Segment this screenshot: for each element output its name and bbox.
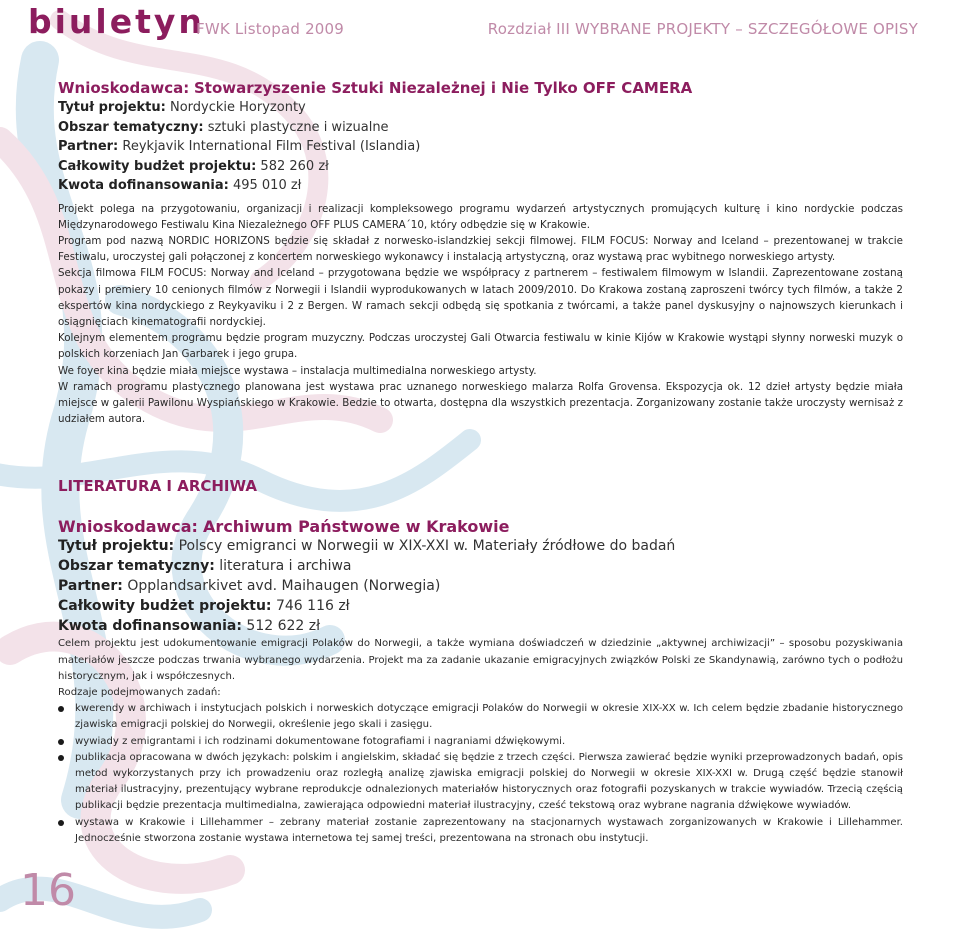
applicant-name: Stowarzyszenie Sztuki Niezależnej i Nie Tylko OFF CAMERA	[194, 79, 693, 97]
bullet-icon	[58, 820, 64, 826]
meta-budget	[58, 597, 903, 617]
applicant-line	[58, 517, 903, 537]
applicant-line	[58, 78, 903, 98]
meta-grant-value: 495 010 zł	[232, 178, 302, 193]
page-header	[0, 0, 960, 44]
paragraph: We foyer kina będzie miała miejsce wystawa – instalacja multimedialna norweskiego artysty.	[58, 364, 537, 377]
meta-title-value: Nordyckie Horyzonty	[170, 100, 306, 115]
project-meta	[58, 98, 903, 196]
list-item-text: wystawa w Krakowie i Lillehammer – zebrany materiał zostanie zaprezentowany na stacjonarnych wystawach zorganizowanych w Krakowie i Lillehammer. Jednocześnie stworzona zostanie wystawa internetowa tej samej treści, prezentowana na stronach obu instytucji.	[75, 816, 903, 844]
meta-partner	[58, 137, 903, 157]
section-title: LITERATURA I ARCHIWA	[58, 477, 257, 496]
paragraph: Projekt polega na przygotowaniu, organizacji i realizacji kompleksowego programu wydarzeń artystycznych promujących kulturę i kino nordyckie podczas Międzynarodowego Festiwalu Kina Niezależnego OFF PLUS CAMERA´10, który odbędzie się w Krakowie.	[58, 202, 903, 231]
meta-grant-label: Kwota dofinansowania:	[58, 617, 242, 634]
header-chapter: Rozdział III WYBRANE PROJEKTY – SZCZEGÓŁOWE OPISY	[487, 20, 918, 38]
meta-budget-value: 746 116 zł	[275, 597, 350, 614]
meta-area-label: Obszar tematyczny:	[58, 119, 204, 135]
page-content	[58, 78, 903, 847]
meta-budget-label: Całkowity budżet projektu:	[58, 158, 257, 174]
meta-partner	[58, 577, 903, 597]
list-item	[75, 815, 903, 847]
meta-budget-value: 582 260 zł	[260, 158, 329, 174]
meta-grant	[58, 617, 903, 637]
bullet-icon	[58, 755, 64, 761]
meta-budget	[58, 157, 903, 177]
list-item	[75, 750, 903, 815]
project-meta	[58, 537, 903, 636]
meta-partner-value: Opplandsarkivet avd. Maihaugen (Norwegia)	[127, 577, 441, 594]
list-item	[75, 734, 903, 750]
paragraph: W ramach programu plastycznego planowana jest wystawa prac uznanego norweskiego malarza Rolfa Grovensa. Ekspozycja ok. 12 dzieł artysty będzie miała miejsce w galerii Pawilonu Wyspiańskiego w Krakowie. Bedzie to otwarta, dostępna dla wszystkich prezentacja. Zorganizowany zostanie także uroczysty wernisaż z udziałem autora.	[58, 380, 903, 426]
meta-area	[58, 118, 903, 138]
applicant-label: Wnioskodawca:	[58, 79, 190, 97]
meta-partner-label: Partner:	[58, 139, 119, 154]
meta-partner-value: Reykjavik International Film Festival (Islandia)	[122, 139, 421, 154]
paragraph: Celem projektu jest udokumentowanie emigracji Polaków do Norwegii, a także wymiana doświadczeń w dziedzinie „aktywnej archiwizacji” – sposobu pozyskiwania materiałów jeszcze podczas trwania wybranego wydarzenia. Projekt ma za zadanie ukazanie emigracyjnych związków Polski ze Skandynawią, zarówno tych o podłożu historycznym, jak i współczesnych.	[58, 638, 903, 682]
meta-grant-value: 512 622 zł	[246, 617, 321, 634]
meta-title	[58, 537, 903, 557]
applicant-name: Archiwum Państwowe w Krakowie	[203, 517, 510, 537]
meta-grant	[58, 176, 903, 196]
meta-title-value: Polscy emigranci w Norwegii w XIX-XXI w. Materiały źródłowe do badań	[178, 538, 676, 555]
meta-partner-label: Partner:	[58, 577, 123, 594]
paragraph: Sekcja filmowa FILM FOCUS: Norway and Iceland – przygotowana będzie we współpracy z partnerem – festiwalem filmowym w Islandii. Zaprezentowane zostaną pokazy i premiery 10 cenionych filmów z Norwegii i Islandii wyprodukowanych w latach 2009/2010. Do Krakowa zostaną zaproszeni twórcy tych filmów, a także 2 ekspertów kina nordyckiego z Reykyaviku i 2 z Bergen. W ramach sekcji odbędą się spotkania z twórcami, a także panel dyskusyjny o najnowszych kierunkach i osiągnięciach kinematografii nordyckiej.	[58, 267, 903, 328]
meta-area-label: Obszar tematyczny:	[58, 558, 215, 575]
meta-budget-label: Całkowity budżet projektu:	[58, 597, 272, 614]
list-item-text: wywiady z emigrantami i ich rodzinami dokumentowane fotografiami i nagraniami dźwiękowymi.	[75, 735, 566, 747]
bullet-icon	[58, 739, 64, 745]
meta-title-label: Tytuł projektu:	[58, 100, 166, 115]
meta-area-value: sztuki plastyczne i wizualne	[207, 119, 389, 135]
meta-title-label: Tytuł projektu:	[58, 538, 175, 555]
applicant-label: Wnioskodawca:	[58, 517, 198, 537]
paragraph: Kolejnym elementem programu będzie program muzyczny. Podczas uroczystej Gali Otwarcia festiwalu w kinie Kijów w Krakowie wystąpi słynny norweski muzyk o polskich korzeniach Jan Garbarek i jego grupa.	[58, 332, 903, 361]
page-number: 16	[20, 865, 76, 916]
meta-grant-label: Kwota dofinansowania:	[58, 178, 229, 193]
list-item-text: publikacja opracowana w dwóch językach: polskim i angielskim, składać się będzie z trzech części. Pierwsza zawierać będzie wyniki przeprowadzonych badań, opis metod wykorzystanych przy ich prowadzeniu oraz rozległą analizę zjawiska emigracji polskiej do Norwegii w okresie XIX-XXI w. Drugą część będzie stanowił materiał ilustracyjny, prezentujący wybrane reprodukcje odnalezionych materiałów historycznych oraz fotografii pozyskanych w trakcie wywiadów. Trzecią częścią publikacji będzie prezentacja multimedialna, zawierająca odpowiedni materiał ilustracyjny, cześć tekstową oraz wybrane nagrania dźwiękowe wywiadów.	[75, 751, 903, 812]
header-issue: FWK Listopad 2009	[196, 20, 345, 38]
biuletyn-logo: biuletyn	[28, 2, 205, 41]
meta-area-value: literatura i archiwa	[219, 558, 352, 575]
meta-area	[58, 557, 903, 577]
list-item	[75, 701, 903, 733]
paragraph: Program pod nazwą NORDIC HORIZONS będzie się składał z norwesko-islandzkiej sekcji filmowej. FILM FOCUS: Norway and Iceland – prezentowanej w trakcie Festiwalu, uroczystej gali połączonej z koncertem norweskiego wykonawcy i instalacją artystyczną, oraz wystawą prac wybitnego norweskiego artysty.	[58, 234, 903, 264]
project-off-camera	[58, 78, 903, 427]
meta-title	[58, 98, 903, 118]
list-item-text: kwerendy w archiwach i instytucjach polskich i norweskich dotyczące emigracji Polaków do Norwegii w okresie XIX-XX w. Ich celem będzie zbadanie historycznego zjawiska emigracji polskiej do Norwegii, określenie jego skali i zasięgu.	[75, 703, 903, 731]
tasks-list	[58, 701, 903, 847]
bullet-icon	[58, 706, 64, 712]
project-archiwum	[58, 517, 903, 847]
tasks-label: Rodzaje podejmowanych zadań:	[58, 686, 221, 698]
